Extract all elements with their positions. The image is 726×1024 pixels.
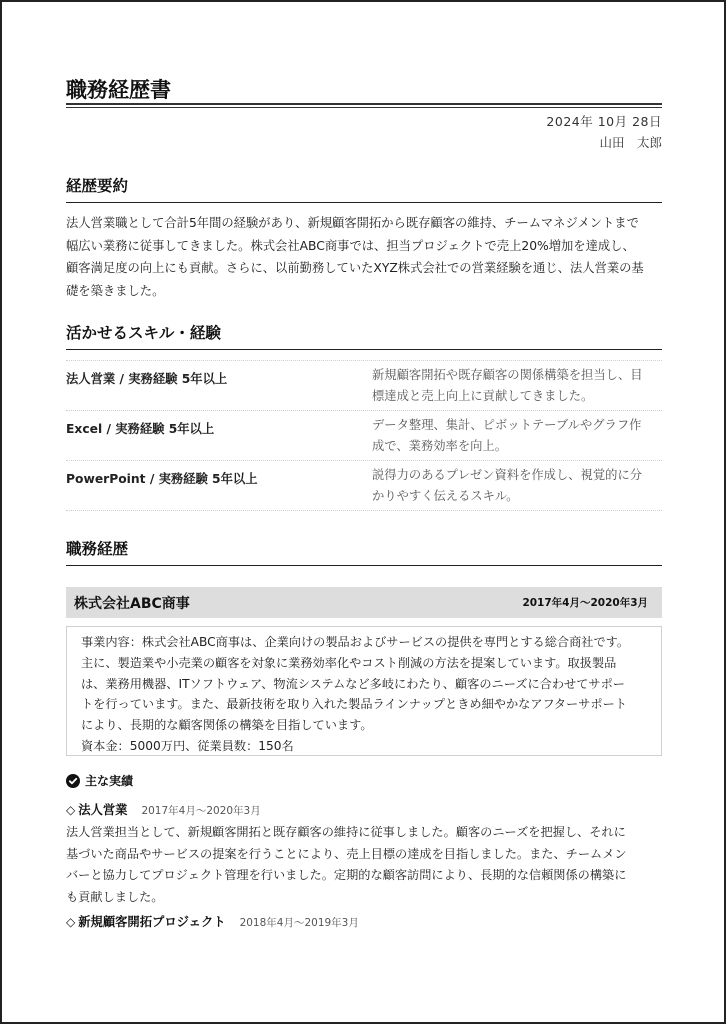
skill-row — [66, 361, 662, 411]
company-desc-line: 資本金：5000万円、従業員数：150名 — [81, 738, 294, 753]
project-name: 新規顧客開拓プロジェクト — [78, 915, 226, 929]
skill-name: PowerPoint / 実務経験 5年以上 — [66, 472, 258, 486]
summary-text — [66, 212, 662, 302]
diamond-icon: ◇ — [66, 803, 76, 817]
summary-line: 幅広い業務に従事してきました。株式会社ABC商事では、担当プロジェクトで売上20%増加を達成し、 — [66, 238, 635, 253]
project-desc-line: も貢献しました。 — [66, 889, 164, 904]
check-circle-icon — [66, 774, 80, 788]
skill-desc-line: 標達成と売上向上に貢献してきました。 — [372, 389, 594, 403]
project-desc-line: バーと協力してプロジェクト管理を行いました。定期的な顧客訪問により、長期的な信頼関係の構築に — [66, 868, 627, 882]
project-desc-line: 法人営業担当として、新規顧客開拓と既存顧客の維持に従事しました。顧客のニーズを把握し、それに — [66, 825, 626, 839]
project-desc-line: 基づいた商品やサービスの提案を行うことにより、売上目標の達成を目指しました。また、チームメン — [66, 846, 627, 861]
document-date: 2024年 10月 28日 — [546, 114, 662, 129]
project-heading — [66, 800, 261, 818]
skill-desc-line: かりやすく伝えるスキル。 — [372, 489, 519, 503]
company-desc-line: は、業務用機器、ITソフトウェア、物流システムなど多岐にわたり、顧客のニーズに合わせてサポー — [81, 676, 625, 691]
skill-name: 法人営業 / 実務経験 5年以上 — [66, 372, 228, 386]
skills-table — [66, 360, 662, 511]
career-heading: 職務経歴 — [66, 537, 662, 566]
company-desc-line: 事業内容：株式会社ABC商事は、企業向けの製品およびサービスの提供を専門とする総合商社です。 — [81, 635, 630, 649]
summary-line: 法人営業職として合計5年間の経験があり、新規顧客開拓から既存顧客の維持、チームマネジメントまで — [66, 216, 639, 230]
skill-description — [372, 461, 662, 510]
project-period: 2017年4月〜2020年3月 — [141, 805, 261, 817]
company-header — [66, 587, 662, 618]
skill-row — [66, 461, 662, 511]
project-period: 2018年4月〜2019年3月 — [239, 917, 359, 929]
summary-line: 礎を築きました。 — [66, 283, 165, 298]
project-heading — [66, 912, 359, 930]
achievements-heading — [66, 772, 133, 789]
achievements-heading-label: 主な実績 — [85, 774, 134, 788]
skill-description — [372, 411, 662, 460]
summary-line: 顧客満足度の向上にも貢献。さらに、以前勤務していたXYZ株式会社での営業経験を通じ、法人営業の基 — [66, 261, 644, 275]
skill-name: Excel / 実務経験 5年以上 — [66, 422, 215, 436]
document-title: 職務経歴書 — [66, 78, 171, 102]
company-desc-line: 主に、製造業や小売業の顧客を対象に業務効率化やコスト削減の方法を提案しています。取扱製品 — [81, 655, 617, 670]
company-description — [66, 626, 662, 756]
company-desc-line: トを行っています。また、最新技術を取り入れた製品ラインナップときめ細やかなアフターサポート — [81, 697, 627, 712]
title-double-rule — [66, 103, 662, 108]
skill-desc-line: データ整理、集計、ピボットテーブルやグラフ作 — [372, 418, 642, 432]
project-description — [66, 822, 662, 908]
company-period: 2017年4月〜2020年3月 — [522, 597, 648, 609]
skill-description — [372, 361, 662, 410]
diamond-icon: ◇ — [66, 915, 76, 929]
skill-desc-line: 説得力のあるプレゼン資料を作成し、視覚的に分 — [372, 468, 643, 482]
author-name: 山田 太郎 — [599, 135, 662, 150]
company-name: 株式会社ABC商事 — [74, 595, 190, 612]
skill-desc-line: 成で、業務効率を向上。 — [372, 439, 508, 453]
skills-heading: 活かせるスキル・経験 — [66, 321, 662, 350]
skill-desc-line: 新規顧客開拓や既存顧客の関係構築を担当し、目 — [372, 368, 643, 382]
project-name: 法人営業 — [78, 803, 128, 817]
skill-row — [66, 411, 662, 461]
summary-heading: 経歴要約 — [66, 174, 662, 203]
company-desc-line: により、長期的な顧客関係の構築を目指しています。 — [81, 718, 373, 733]
